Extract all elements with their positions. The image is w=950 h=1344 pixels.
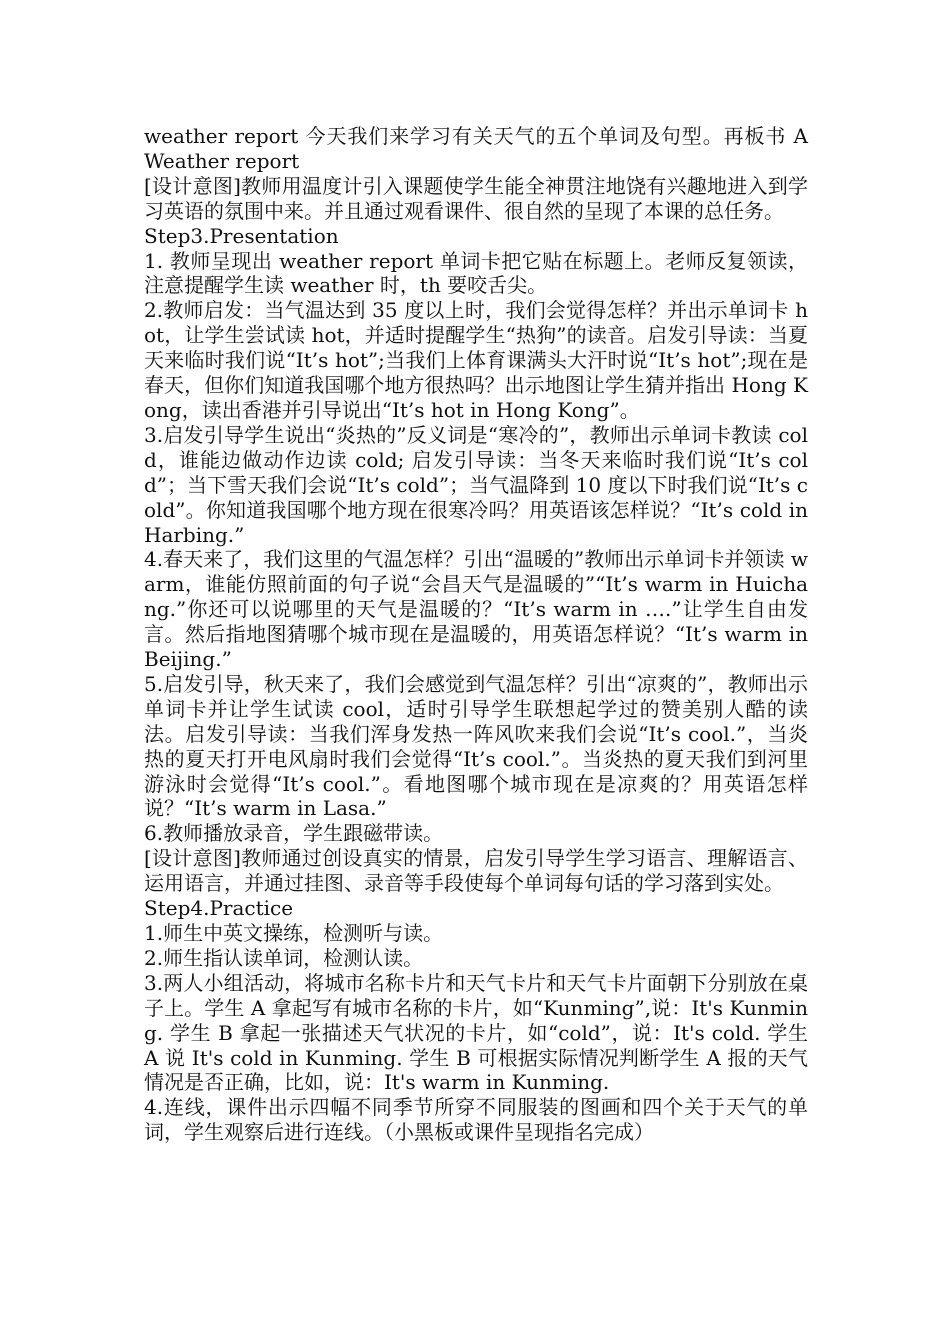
presentation-item-1: 1. 教师呈现出 weather report 单词卡把它贴在标题上。老师反复领读，注意提醒学生读 weather 时，th 要咬舌尖。 (144, 248, 808, 298)
practice-item-4: 4.连线，课件出示四幅不同季节所穿不同服装的图画和四个关于天气的单词，学生观察后进行连线。（小黑板或课件呈现指名完成） (144, 1095, 808, 1145)
design-intent-paragraph: [设计意图]教师用温度计引入课题使学生能全神贯注地饶有兴趣地进入到学习英语的氛围中来。并且通过观看课件、很自然的呈现了本课的总任务。 (144, 173, 808, 223)
design-intent-paragraph-2: [设计意图]教师通过创设真实的情景，启发引导学生学习语言、理解语言、运用语言，并通过挂图、录音等手段使每个单词每句话的学习落到实处。 (144, 846, 808, 896)
intro-paragraph: weather report 今天我们来学习有关天气的五个单词及句型。再板书 A Weather report (144, 124, 808, 173)
presentation-item-5: 5.启发引导，秋天来了，我们会感觉到气温怎样？引出“凉爽的”，教师出示单词卡并让学生试读 cool，适时引导学生联想起学过的赞美别人酷的读法。启发引导读：当我们浑身发热一阵风吹来我们会说“It’s cool.”，当炎热的夏天打开电风扇时我们会觉得“It’s cool.”。当炎热的夏天我们到河里游泳时会觉得“It’s cool.”。看地图哪个城市现在是凉爽的？用英语怎样说？“It’s warm in Lasa.” (144, 671, 808, 821)
practice-item-1: 1.师生中英文操练，检测听与读。 (144, 921, 444, 945)
step4-heading: Step4.Practice (144, 896, 294, 921)
practice-item-3: 3.两人小组活动，将城市名称卡片和天气卡片和天气卡片面朝下分别放在桌子上。学生 A 拿起写有城市名称的卡片，如“Kunming”,说：It's Kunming. 学生 B 拿起一张描述天气状况的卡片，如“cold”，说：It's cold. 学生 A 说 It's cold in Kunming. 学生 B 可根据实际情况判断学生 A 报的天气情况是否正确，比如，说：It's warm in Kunming. (144, 970, 808, 1095)
step3-heading: Step3.Presentation (144, 223, 339, 248)
practice-item-2: 2.师生指认读单词，检测认读。 (144, 945, 424, 970)
presentation-item-6: 6.教师播放录音，学生跟磁带读。 (144, 821, 444, 846)
presentation-item-3: 3.启发引导学生说出“炎热的”反义词是“寒冷的”，教师出示单词卡教读 cold，谁能边做动作边读 cold; 启发引导读：当冬天来临时我们说“It’s cold”；当下雪天我们会说“It’s cold”；当气温降到 10 度以下时我们说“It’s cold”。你知道我国哪个地方现在很寒冷吗？用英语该怎样说？“It’s cold in Harbing.” (144, 422, 808, 547)
document-page (144, 124, 808, 1145)
presentation-item-4: 4.春天来了，我们这里的气温怎样？引出“温暖的”教师出示单词卡并领读 warm，谁能仿照前面的句子说“会昌天气是温暖的”“It’s warm in Huichang.”你还可以说哪里的天气是温暖的？“It’s warm in ….”让学生自由发言。然后指地图猜哪个城市现在是温暖的，用英语怎样说？“It’s warm in Beijing.” (144, 547, 808, 672)
presentation-item-2: 2.教师启发：当气温达到 35 度以上时，我们会觉得怎样？并出示单词卡 hot，让学生尝试读 hot，并适时提醒学生“热狗”的读音。启发引导读：当夏天来临时我们说“It’s hot”;当我们上体育课满头大汗时说“It’s hot”;现在是春天，但你们知道我国哪个地方很热吗？出示地图让学生猜并指出 Hong Kong，读出香港并引导说出“It’s hot in Hong Kong”。 (144, 298, 808, 422)
